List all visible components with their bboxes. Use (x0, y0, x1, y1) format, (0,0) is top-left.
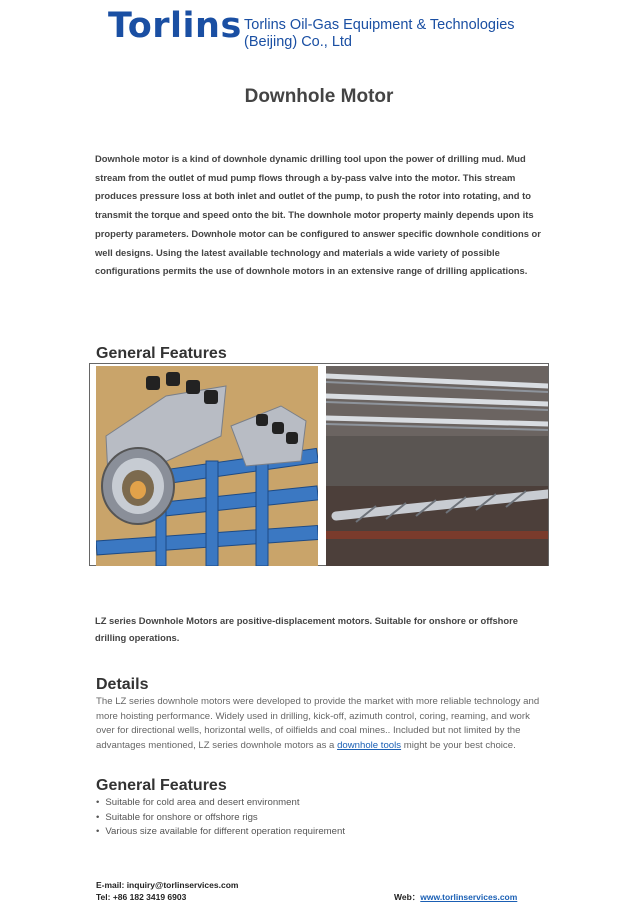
details-text-end: might be your best choice. (401, 740, 516, 752)
company-name-line2: (Beijing) Co., Ltd (244, 34, 352, 50)
downhole-tools-link[interactable]: downhole tools (337, 740, 402, 752)
web-label: Web： (394, 892, 421, 902)
features-list (96, 796, 345, 840)
details-paragraph (96, 695, 546, 754)
motor-cutaway-illustration (96, 366, 318, 566)
website-link[interactable]: www.torlinservices.com (420, 892, 518, 902)
lz-series-note: LZ series Downhole Motors are positive-displacement motors. Suitable for onshore or offshore drilling operations. (95, 615, 518, 643)
company-logo (108, 6, 242, 46)
general-features-heading: General Features (96, 345, 227, 362)
list-item: • Suitable for onshore or offshore rigs (96, 811, 345, 826)
list-item: • Various size available for different operation requirement (96, 825, 345, 840)
company-name (244, 17, 564, 51)
page-title: Downhole Motor (244, 86, 394, 107)
general-features-heading-2: General Features (96, 777, 227, 794)
product-photos (89, 363, 549, 566)
stator-rotor-photo (326, 366, 548, 566)
footer-contact (96, 879, 238, 903)
intro-paragraph: Downhole motor is a kind of downhole dynamic drilling tool upon the power of drilling mud. Mud stream from the outlet of mud pump flows through a by-pass valve into the motor. This stream produces pressure loss at both inlet and outlet of the pump, to push the rotor into rotating, and to transmit the torque and speed onto the bit. The downhole motor property mainly depends upon its property parameters. Downhole motor can be configured to answer specific downhole conditions or well designs. Using the latest available technology and materials a wide variety of possible configurations permits the use of downhole motors in an extensive range of drilling applications. (95, 153, 541, 277)
list-item: • Suitable for cold area and desert environment (96, 796, 345, 811)
logo-text: Torlins (108, 6, 242, 46)
footer-email: E-mail: inquiry@torlinservices.com (96, 880, 239, 890)
footer-tel: Tel: +86 182 3419 6903 (96, 892, 187, 902)
details-text-start: The LZ series downhole motors were developed to provide the market with more reliable technology and more hoisting performance. Widely used in drilling, kick-off, azimuth control, coring, reaming, and work over for directional wells, horizontal wells, of oilfields and coal mines.. Included but not limited by the advantages mentioned, LZ series downhole motors as a (96, 696, 540, 752)
details-heading: Details (96, 676, 149, 693)
company-name-line1: Torlins Oil-Gas Equipment & Technologies (244, 17, 515, 33)
footer-web (394, 891, 517, 903)
